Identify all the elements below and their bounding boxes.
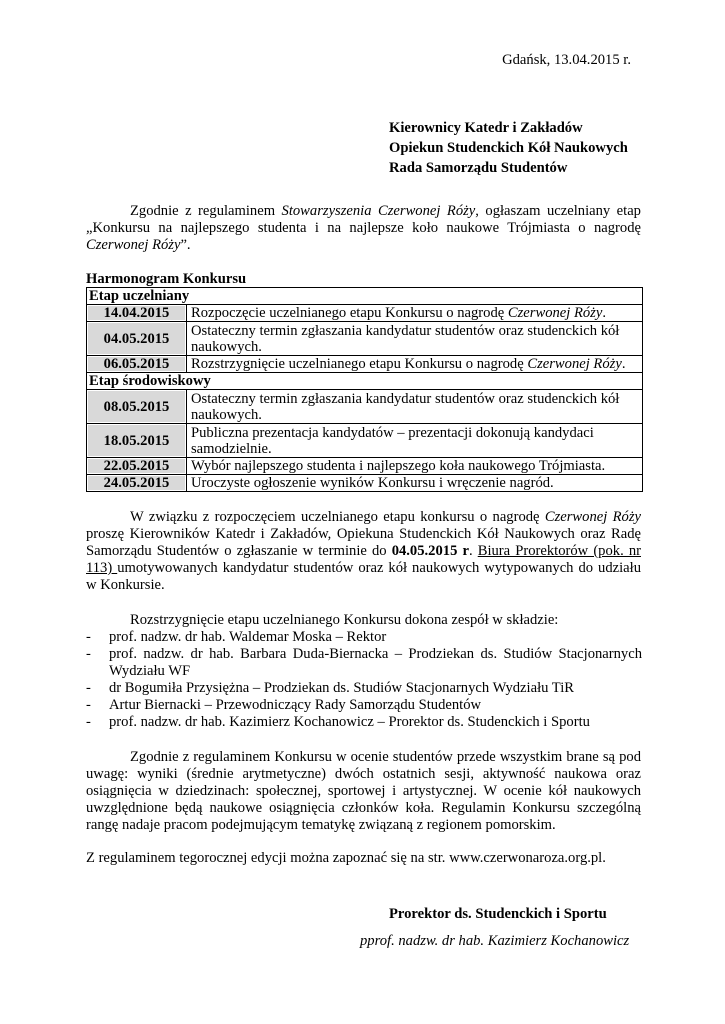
committee-member: - prof. nadzw. dr hab. Waldemar Moska – Rektor bbox=[86, 629, 387, 645]
schedule-date: 22.05.2015 bbox=[87, 458, 187, 475]
schedule-date: 14.04.2015 bbox=[87, 305, 187, 322]
signature-title: Prorektor ds. Studenckich i Sportu bbox=[389, 906, 607, 922]
evaluation-paragraph: Zgodnie z regulaminem Konkursu w ocenie studentów przede wszystkim brane są pod uwagę: wyniki (średnie arytmetyczne) dwóch ostatnich sesji, aktywność naukowa oraz osiągnięcia w dziedzinach: społecznej, sportowej i artystycznej. W ocenie kół naukowych uwzględnione będą naukowe osiągnięcia członków koła. Regulamin Konkursu szczególną rangę nadaje pracom podejmującym tematykę związaną z regionem pomorskim. bbox=[86, 749, 641, 833]
schedule-row bbox=[87, 424, 643, 458]
schedule-date: 08.05.2015 bbox=[87, 390, 187, 424]
schedule-event: Uroczyste ogłoszenie wyników Konkursu i wręczenie nagród. bbox=[187, 475, 643, 492]
schedule-date: 06.05.2015 bbox=[87, 356, 187, 373]
schedule-date: 24.05.2015 bbox=[87, 475, 187, 492]
section-label: Etap środowiskowy bbox=[87, 373, 643, 390]
schedule-row bbox=[87, 322, 643, 356]
committee-member: - Artur Biernacki – Przewodniczący Rady Samorządu Studentów bbox=[86, 697, 482, 713]
schedule-row bbox=[87, 305, 643, 322]
intro-text: , ogłaszam uczelniany etap „Konkursu na najlepszego studenta i na najlepsze koło naukowe Trójmiasta o nagrodę bbox=[86, 203, 641, 236]
schedule-row bbox=[87, 458, 643, 475]
schedule-section-row bbox=[87, 288, 643, 305]
request-text: proszę Kierowników Katedr i Zakładów, Opiekuna Studenckich Kół Naukowych oraz Radę Samorządu Studentów o zgłaszanie w terminie do bbox=[86, 526, 641, 559]
organization-name: Stowarzyszenia Czerwonej Róży bbox=[281, 203, 476, 219]
schedule-section-row bbox=[87, 373, 643, 390]
request-text: umotywowanych kandydatur studentów oraz kół naukowych wytypowanych do udziału w Konkursie. bbox=[86, 560, 641, 593]
award-name: Czerwonej Róży bbox=[86, 237, 181, 253]
deadline-date: 04.05.2015 r bbox=[391, 543, 469, 559]
schedule-event: Wybór najlepszego studenta i najlepszego koła naukowego Trójmiasta. bbox=[187, 458, 643, 475]
schedule-row bbox=[87, 475, 643, 492]
addressee-line: Rada Samorządu Studentów bbox=[389, 160, 568, 176]
schedule-table bbox=[86, 287, 643, 492]
request-paragraph bbox=[86, 509, 641, 594]
committee-member: - prof. nadzw. dr hab. Kazimierz Kochanowicz – Prorektor ds. Studenckich i Sportu bbox=[86, 714, 590, 730]
award-name: Czerwonej Róży bbox=[544, 509, 641, 525]
regulations-note: Z regulaminem tegorocznej edycji można zapoznać się na str. www.czerwonaroza.org.pl. bbox=[86, 850, 606, 866]
schedule-date: 18.05.2015 bbox=[87, 424, 187, 458]
request-text: . bbox=[468, 543, 478, 559]
committee-intro: Rozstrzygnięcie etapu uczelnianego Konkursu dokona zespół w składzie: bbox=[130, 612, 559, 628]
addressee-line: Kierownicy Katedr i Zakładów bbox=[389, 120, 583, 136]
schedule-row bbox=[87, 390, 643, 424]
place-date: Gdańsk, 13.04.2015 r. bbox=[502, 52, 631, 68]
office-location: Biura Prorektorów (pok. nr 113) bbox=[86, 543, 641, 576]
intro-paragraph bbox=[86, 203, 641, 254]
addressee-block bbox=[389, 118, 628, 178]
request-text: W związku z rozpoczęciem uczelnianego etapu konkursu o nagrodę bbox=[130, 509, 545, 525]
schedule-event: Ostateczny termin zgłaszania kandydatur studentów oraz studenckich kół naukowych. bbox=[187, 390, 643, 424]
schedule-event: Rozpoczęcie uczelnianego etapu Konkursu o nagrodę Czerwonej Róży. bbox=[187, 305, 643, 322]
intro-text: ”. bbox=[180, 237, 191, 253]
committee-member: - prof. nadzw. dr hab. Barbara Duda-Biernacka – Prodziekan ds. Studiów Stacjonarnych Wydziału WF bbox=[86, 646, 642, 679]
committee-list bbox=[86, 629, 642, 731]
schedule-row bbox=[87, 356, 643, 373]
intro-text: Zgodnie z regulaminem bbox=[130, 203, 282, 219]
schedule-event: Ostateczny termin zgłaszania kandydatur studentów oraz studenckich kół naukowych. bbox=[187, 322, 643, 356]
schedule-event: Rozstrzygnięcie uczelnianego etapu Konkursu o nagrodę Czerwonej Róży. bbox=[187, 356, 643, 373]
addressee-line: Opiekun Studenckich Kół Naukowych bbox=[389, 140, 628, 156]
section-label: Etap uczelniany bbox=[87, 288, 643, 305]
signature-name: pprof. nadzw. dr hab. Kazimierz Kochanowicz bbox=[360, 933, 630, 949]
schedule-date: 04.05.2015 bbox=[87, 322, 187, 356]
committee-member: - dr Bogumiła Przysiężna – Prodziekan ds. Studiów Stacjonarnych Wydziału TiR bbox=[86, 680, 574, 696]
schedule-heading: Harmonogram Konkursu bbox=[86, 271, 247, 287]
schedule-event: Publiczna prezentacja kandydatów – prezentacji dokonują kandydaci samodzielnie. bbox=[187, 424, 643, 458]
